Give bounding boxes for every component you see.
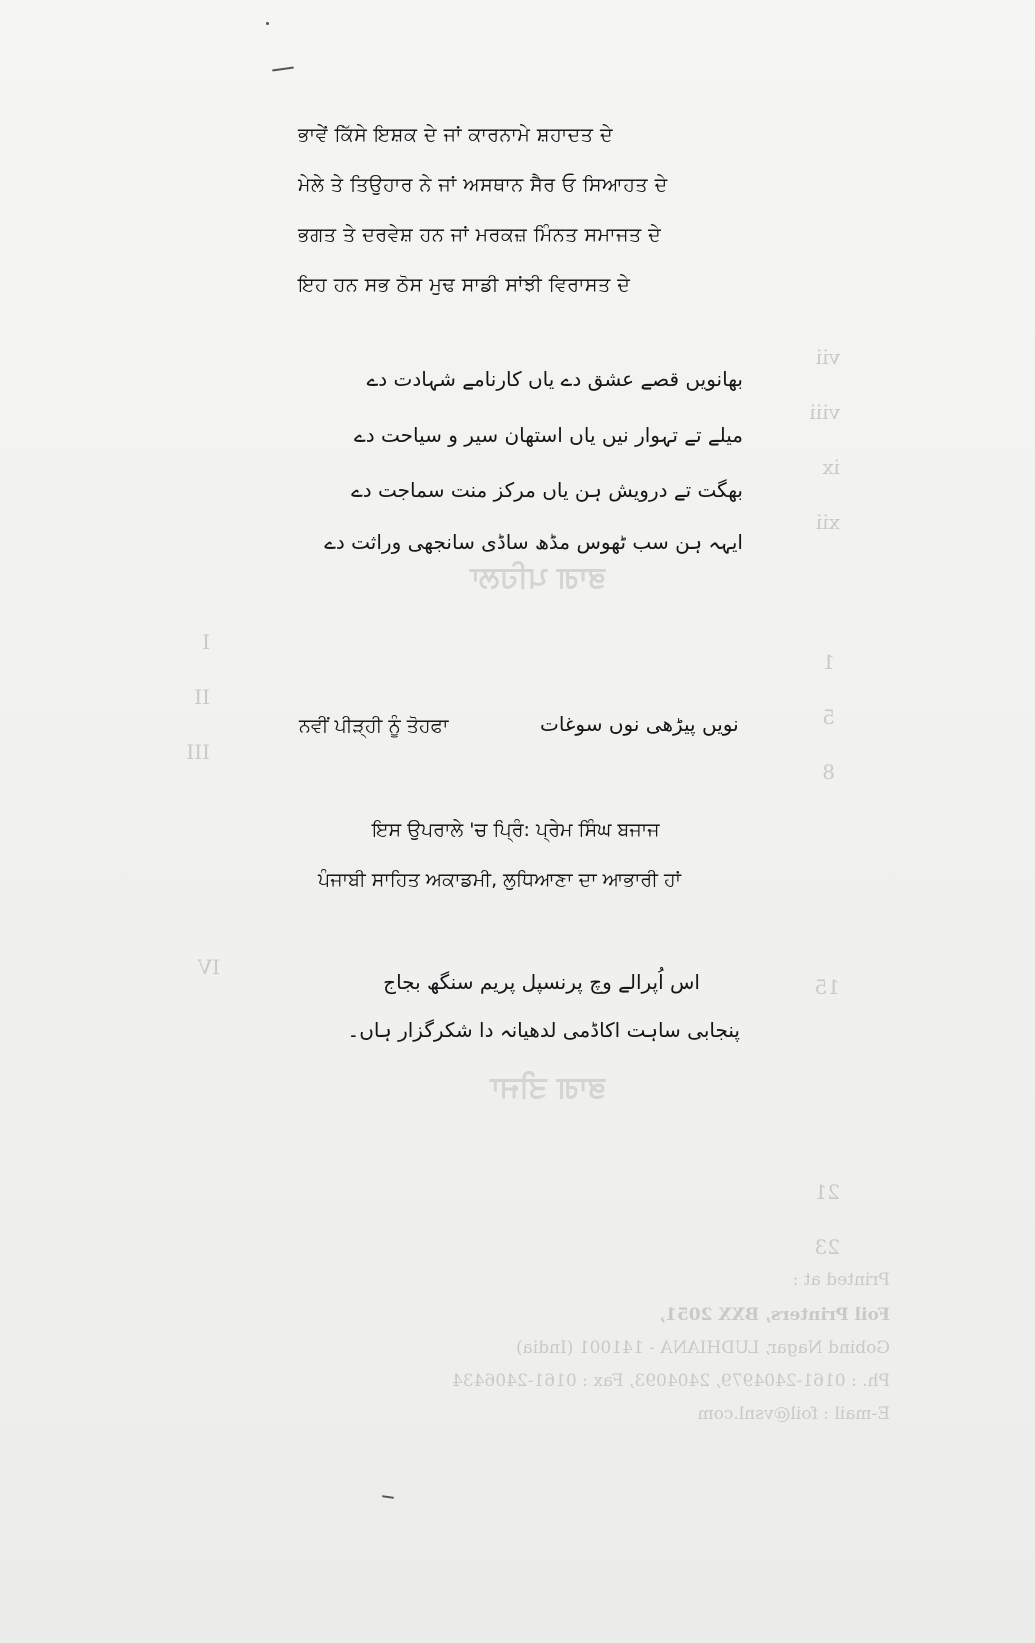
ghost-roman-4: xii: [815, 510, 840, 534]
poem-shahmukhi-line-2: میلے تے تہوار نیں یاں استھان سیر و سیاحت دے: [354, 423, 743, 447]
ghost-toc-number-3: 8: [822, 760, 835, 784]
acknowledgement-shahmukhi-line-2: پنجابی ساہت اکاڈمی لدھیانہ دا شکرگزار ہاں۔: [347, 1018, 740, 1042]
scan-mark-dot: [266, 22, 269, 25]
poem-gurmukhi-line-4: ਇਹ ਹਨ ਸਭ ਠੋਸ ਮੁਢ ਸਾਡੀ ਸਾਂਝੀ ਵਿਰਾਸਤ ਦੇ: [298, 274, 631, 296]
dedication-gurmukhi: ਨਵੀਂ ਪੀੜ੍ਹੀ ਨੂੰ ਤੋਹਫਾ: [299, 715, 449, 737]
poem-shahmukhi-line-1: بھانویں قصے عشق دے یاں کارنامے شہادت دے: [366, 367, 743, 391]
acknowledgement-gurmukhi-line-2: ਪੰਜਾਬੀ ਸਾਹਿਤ ਅਕਾਡਮੀ, ਲੁਧਿਆਣਾ ਦਾ ਆਭਾਰੀ ਹਾਂ: [318, 869, 681, 891]
poem-shahmukhi-line-3: بھگت تے درویش ہن یاں مرکز منت سماجت دے: [351, 478, 743, 502]
ghost-printer-3: Gobind Nagar, LUDHIANA - 141001 (India): [516, 1338, 890, 1358]
acknowledgement-gurmukhi-line-1: ਇਸ ਉਪਰਾਲੇ 'ਚ ਪ੍ਰਿੰ: ਪ੍ਰੇਮ ਸਿੰਘ ਬਜਾਜ: [372, 819, 660, 841]
ghost-printer-5: E-mail : foil@vsnl.com: [697, 1404, 890, 1424]
ghost-toc-number-6: 23: [814, 1235, 840, 1259]
ghost-printer-1: Printed at :: [792, 1270, 890, 1290]
ghost-toc-number-1: 1: [822, 650, 835, 674]
ghost-toc-number-2: 5: [822, 705, 835, 729]
dedication-shahmukhi: نویں پیڑھی نوں سوغات: [540, 712, 739, 736]
ghost-printer-2: Foil Printers, BXX 2051,: [659, 1305, 890, 1325]
poem-gurmukhi-line-2: ਮੇਲੇ ਤੇ ਤਿਉਹਾਰ ਨੇ ਜਾਂ ਅਸਥਾਨ ਸੈਰ ਓ ਸਿਆਹਤ ਦੇ: [298, 174, 668, 196]
ghost-toc-roman-3: III: [186, 740, 210, 764]
poem-shahmukhi-line-4: ایہہ ہن سب ٹھوس مڈھ ساڈی سانجھی وراثت دے: [324, 530, 743, 554]
ghost-roman-3: ix: [822, 455, 840, 479]
ghost-toc-roman-2: II: [194, 685, 210, 709]
acknowledgement-shahmukhi-line-1: اس اُپرالے وچ پرنسپل پریم سنگھ بجاج: [383, 970, 700, 994]
ghost-toc-number-5: 21: [814, 1180, 840, 1204]
ghost-toc-roman-1: I: [202, 630, 210, 654]
ghost-toc-number-4: 15: [814, 975, 840, 999]
poem-gurmukhi-line-3: ਭਗਤ ਤੇ ਦਰਵੇਸ਼ ਹਨ ਜਾਂ ਮਰਕਜ਼ ਮਿੰਨਤ ਸਮਾਜਤ ਦੇ: [298, 224, 662, 246]
ghost-toc-roman-4: IV: [197, 955, 220, 979]
ghost-section-heading-1: ਭਾਗ ਪਹਿਲਾ: [470, 560, 605, 595]
ghost-roman-2: viii: [809, 400, 840, 424]
ghost-roman-1: vii: [815, 345, 840, 369]
ghost-printer-4: Ph. : 0161-2404979, 2404093, Fax : 0161-2406434: [452, 1371, 890, 1391]
ghost-section-heading-3: ਭਾਗ ਤੀਜਾ: [490, 1070, 605, 1105]
poem-gurmukhi-line-1: ਭਾਵੇਂ ਕਿੱਸੇ ਇਸ਼ਕ ਦੇ ਜਾਂ ਕਾਰਨਾਮੇ ਸ਼ਹਾਦਤ ਦੇ: [298, 124, 614, 146]
